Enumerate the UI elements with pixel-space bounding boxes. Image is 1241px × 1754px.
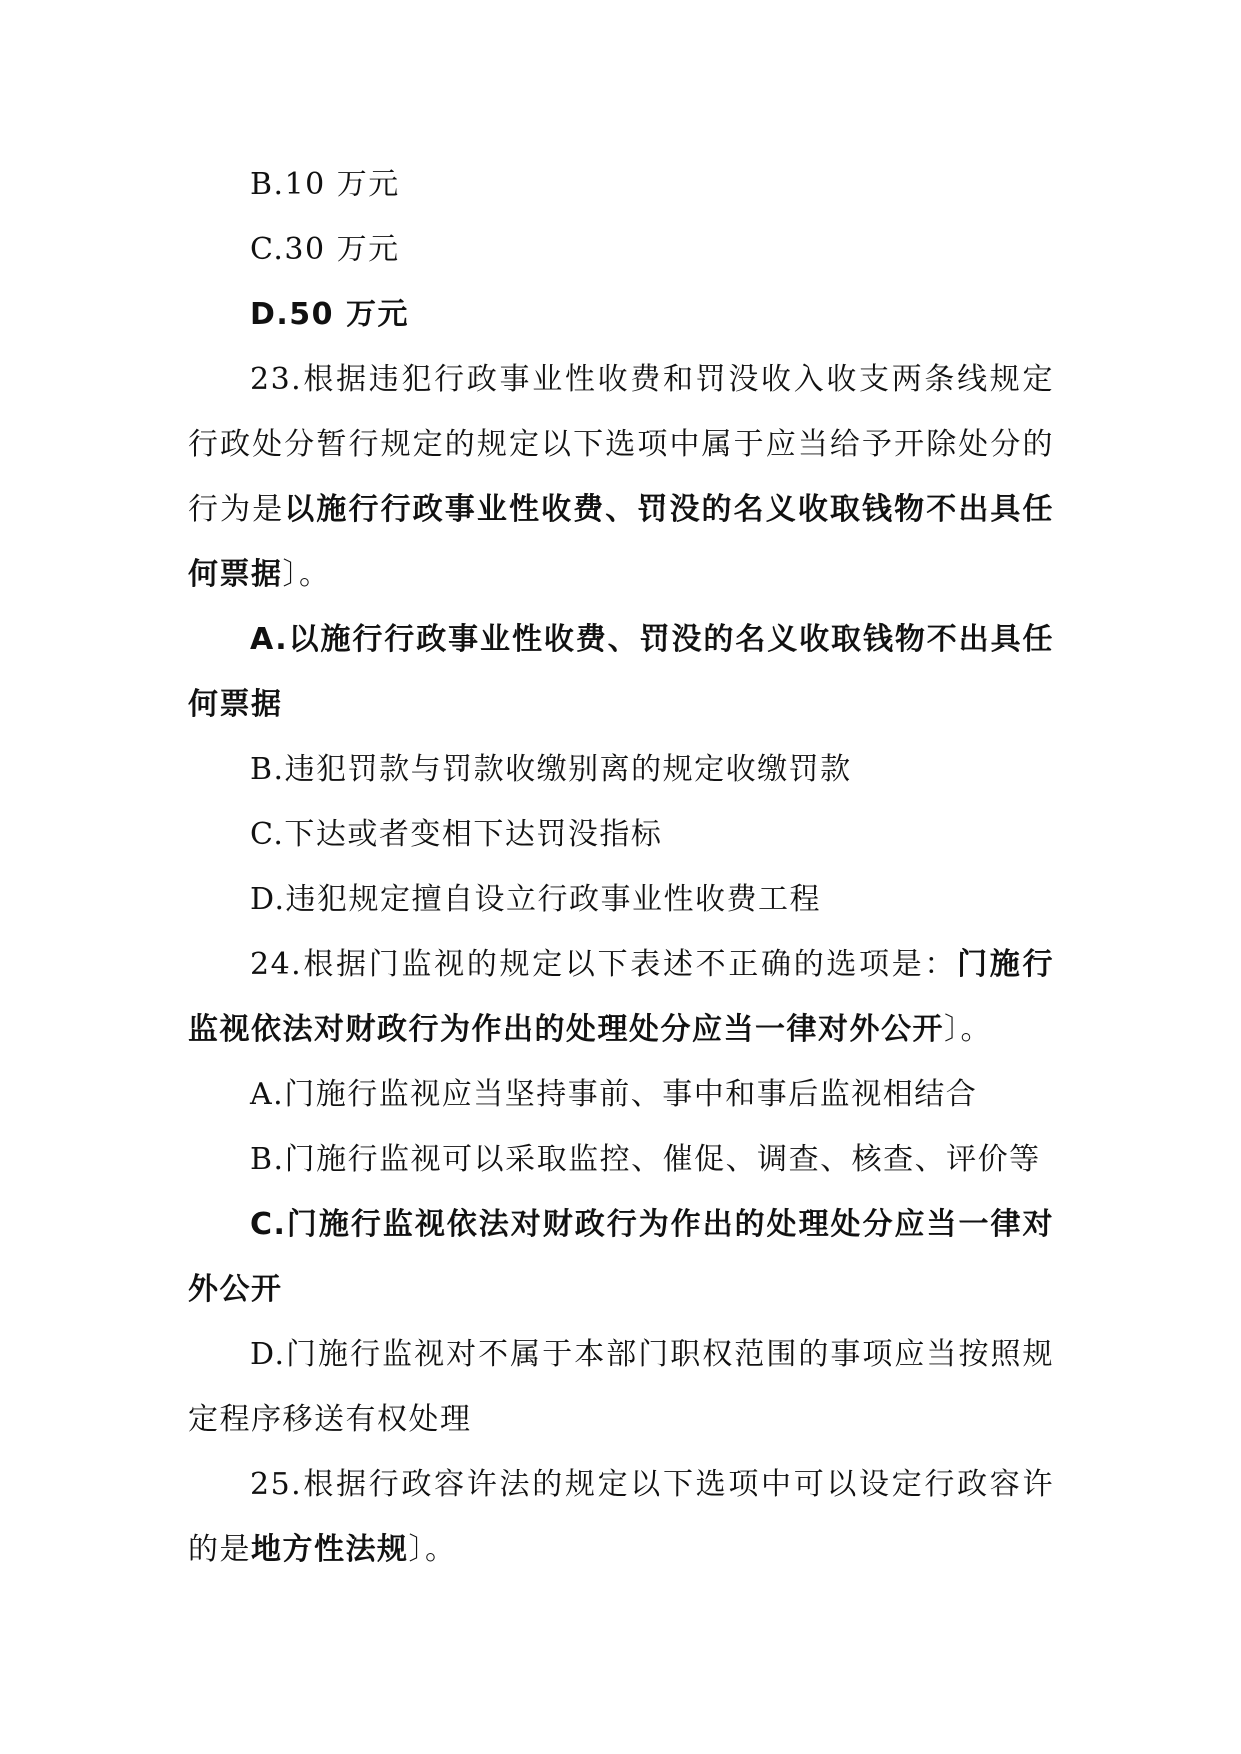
- option-text: B.门施行监视可以采取监控、催促、调查、核查、评价等: [250, 1142, 1041, 1177]
- q24-option-d: [188, 1322, 1054, 1452]
- q24-option-b: [188, 1127, 1054, 1192]
- q24-option-a: [188, 1062, 1054, 1127]
- option-text: D.门施行监视对不属于本部门职权范围的事项应当按照规定程序移送有权处理: [188, 1337, 1054, 1437]
- question-text: 25.根据行政容许法的规定以下选项中可以设定行政容许的是: [188, 1467, 1054, 1567]
- option-text: B.违犯罚款与罚款收缴别离的规定收缴罚款: [250, 752, 852, 787]
- question-24: [188, 932, 1054, 1062]
- option-text: A.门施行监视应当坚持事前、事中和事后监视相结合: [250, 1077, 978, 1112]
- question-tail: 〕。: [944, 1012, 992, 1047]
- question-23: [188, 347, 1054, 607]
- question-text: 24.根据门监视的规定以下表述不正确的选项是：: [250, 947, 958, 982]
- q23-option-a-correct: [188, 607, 1054, 737]
- q23-option-c: [188, 802, 1054, 867]
- option-text: D.违犯规定擅自设立行政事业性收费工程: [250, 882, 822, 917]
- answer-text: 以施行行政事业性收费、罚没的名义收取钱物不出具任何票据: [188, 492, 1055, 592]
- q23-option-b: [188, 737, 1054, 802]
- option-text: C.30 万元: [250, 232, 400, 267]
- q22-option-b: [188, 152, 1054, 217]
- option-text: D.50 万元: [250, 297, 409, 332]
- answer-text: 门施行监视依法对财政行为作出的处理处分应当一律对外公开: [188, 947, 1054, 1047]
- option-text: C.门施行监视依法对财政行为作出的处理处分应当一律对外公开: [188, 1207, 1054, 1307]
- option-text: C.下达或者变相下达罚没指标: [250, 817, 663, 852]
- q22-option-d-correct: [188, 282, 1054, 347]
- document-body: [188, 152, 1054, 1582]
- q22-option-c: [188, 217, 1054, 282]
- option-text: B.10 万元: [250, 167, 400, 202]
- question-text: 23.根据违犯行政事业性收费和罚没收入收支两条线规定行政处分暂行规定的规定以下选项中属于应当给予开除处分的行为是: [188, 362, 1054, 527]
- q23-option-d: [188, 867, 1054, 932]
- question-25: [188, 1452, 1054, 1582]
- option-text: A.以施行行政事业性收费、罚没的名义收取钱物不出具任何票据: [188, 622, 1054, 722]
- q24-option-c-correct: [188, 1192, 1054, 1322]
- question-tail: 〕。: [282, 557, 331, 592]
- question-tail: 〕。: [408, 1532, 457, 1567]
- answer-text: 地方性法规: [251, 1532, 409, 1567]
